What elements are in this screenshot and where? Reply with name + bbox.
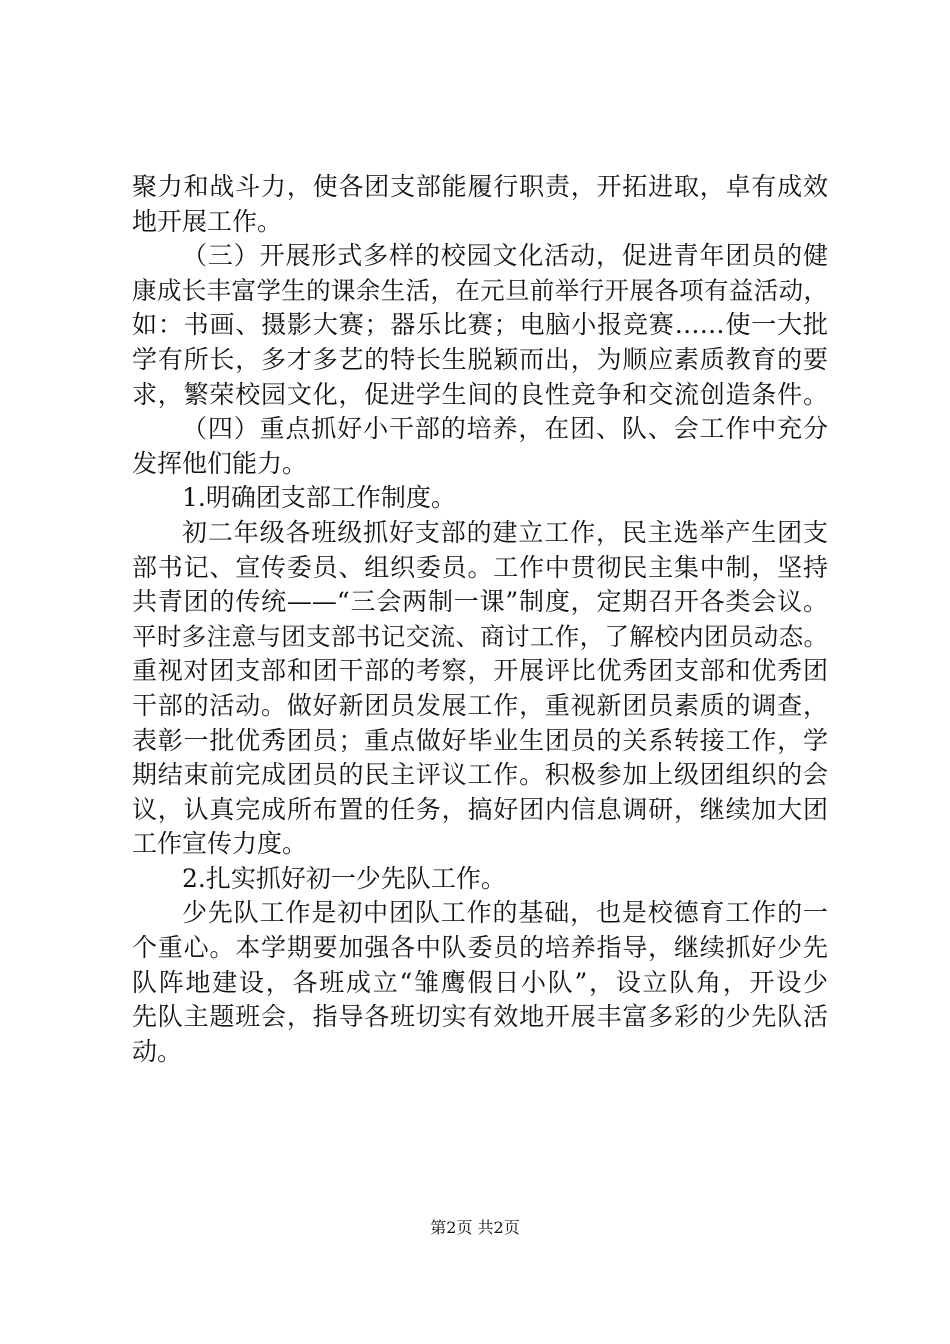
- text-line: （四）重点抓好小干部的培养，在团、队、会工作中充分: [182, 414, 828, 444]
- text-line: 共青团的传统——“三会两制一课”制度，定期召开各类会议。: [132, 587, 828, 617]
- text-line: （三）开展形式多样的校园文化活动，促进青年团员的健: [182, 241, 828, 271]
- text-line: 地开展工作。: [132, 206, 283, 236]
- text-line: 1.明确团支部工作制度。: [182, 483, 456, 513]
- text-line: 康成长丰富学生的课余生活，在元旦前举行开展各项有益活动，: [132, 275, 828, 305]
- text-line: 部书记、宣传委员、组织委员。工作中贯彻民主集中制，坚持: [132, 552, 828, 582]
- text-line: 2.扎实抓好初一少先队工作。: [182, 863, 506, 893]
- text-line: 少先队工作是初中团队工作的基础，也是校德育工作的一: [182, 898, 828, 928]
- text-line: 表彰一批优秀团员；重点做好毕业生团员的关系转接工作，学: [132, 725, 828, 755]
- page-number-footer: 第2页 共2页: [430, 1218, 520, 1237]
- text-line: 议，认真完成所布置的任务，搞好团内信息调研，继续加大团: [132, 794, 828, 824]
- text-line: 队阵地建设，各班成立“雏鹰假日小队”，设立队角，开设少: [132, 967, 828, 997]
- text-line: 先队主题班会，指导各班切实有效地开展丰富多彩的少先队活: [132, 1002, 828, 1032]
- text-line: 求，繁荣校园文化，促进学生间的良性竞争和交流创造条件。: [132, 379, 828, 409]
- text-line: 平时多注意与团支部书记交流、商讨工作，了解校内团员动态。: [132, 621, 828, 651]
- text-line: 工作宣传力度。: [132, 829, 308, 859]
- text-line: 聚力和战斗力，使各团支部能履行职责，开拓进取，卓有成效: [132, 172, 828, 201]
- text-line: 初二年级各班级抓好支部的建立工作，民主选举产生团支: [182, 517, 828, 547]
- text-line: 如：书画、摄影大赛；器乐比赛；电脑小报竞赛……使一大批: [132, 310, 828, 340]
- text-line: 干部的活动。做好新团员发展工作，重视新团员素质的调查，: [132, 690, 828, 720]
- document-body: [132, 170, 828, 1069]
- text-line: 期结束前完成团员的民主评议工作。积极参加上级团组织的会: [132, 760, 828, 790]
- text-line: 学有所长，多才多艺的特长生脱颖而出，为顺应素质教育的要: [132, 344, 828, 374]
- text-line: 发挥他们能力。: [132, 448, 308, 478]
- text-line: 个重心。本学期要加强各中队委员的培养指导，继续抓好少先: [132, 933, 828, 963]
- text-line: 重视对团支部和团干部的考察，开展评比优秀团支部和优秀团: [132, 656, 828, 686]
- text-line: 动。: [132, 1036, 183, 1066]
